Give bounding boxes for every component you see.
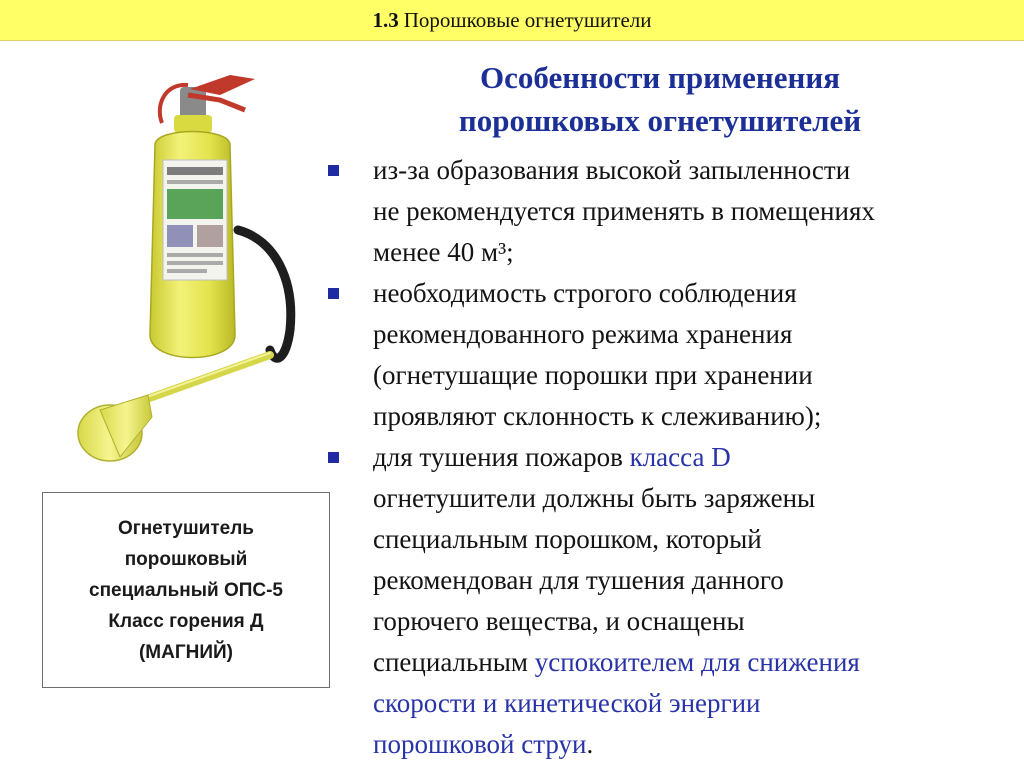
bullet-line: не рекомендуется применять в помещениях [373, 196, 875, 226]
caption-line: специальный ОПС-5 [89, 579, 283, 601]
bullet-line: огнетушители должны быть заряжены [373, 483, 816, 513]
bullet-item [323, 150, 1013, 273]
square-bullet-icon [328, 452, 339, 463]
bullet-line: (огнетушащие порошки при хранении [373, 360, 813, 390]
bullet-line [373, 724, 1013, 765]
bullet-line: горючего вещества, и оснащены [373, 606, 745, 636]
slide-title [370, 56, 950, 142]
bullet-text: для тушения пожаров [373, 442, 630, 472]
square-bullet-icon [328, 288, 339, 299]
caption-line: Класс горения Д [108, 610, 264, 632]
bullet-line [373, 437, 1013, 478]
square-bullet-icon [328, 165, 339, 176]
highlight-damper: успокоителем для снижения [534, 647, 860, 677]
bullet-line-highlight: скорости и кинетической энергии [373, 688, 761, 718]
bullet-text: специальным [373, 647, 535, 677]
slide-header [0, 0, 1024, 41]
bullet-line: проявляют склонность к слеживанию); [373, 401, 822, 431]
bullet-item [323, 437, 1013, 765]
bullet-line: рекомендованного режима хранения [373, 319, 793, 349]
slide-title-line: порошковых огнетушителей [458, 103, 862, 138]
highlight-powder-jet: порошковой струи [373, 729, 587, 759]
bullet-line: рекомендован для тушения данного [373, 565, 784, 595]
bullet-line: менее 40 м³; [373, 237, 514, 267]
extinguisher-caption [42, 492, 330, 688]
bullet-line: специальным порошком, который [373, 524, 762, 554]
powder-fire-extinguisher-icon [70, 65, 310, 490]
caption-line: (МАГНИЙ) [138, 641, 233, 663]
bullet-list [323, 150, 1013, 765]
highlight-class-d: класса D [629, 442, 731, 472]
bullet-line: необходимость строгого соблюдения [373, 278, 797, 308]
bullet-line: из-за образования высокой запыленности [373, 155, 851, 185]
caption-line: Огнетушитель [118, 517, 254, 539]
slide-title-line: Особенности применения [480, 60, 840, 95]
bullet-line [373, 642, 1013, 683]
bullet-item [323, 273, 1013, 437]
caption-line: порошковый [124, 548, 248, 570]
section-title: Порошковые огнетушители [403, 7, 652, 32]
bullet-text: . [586, 729, 594, 759]
section-number: 1.3 [372, 7, 399, 32]
